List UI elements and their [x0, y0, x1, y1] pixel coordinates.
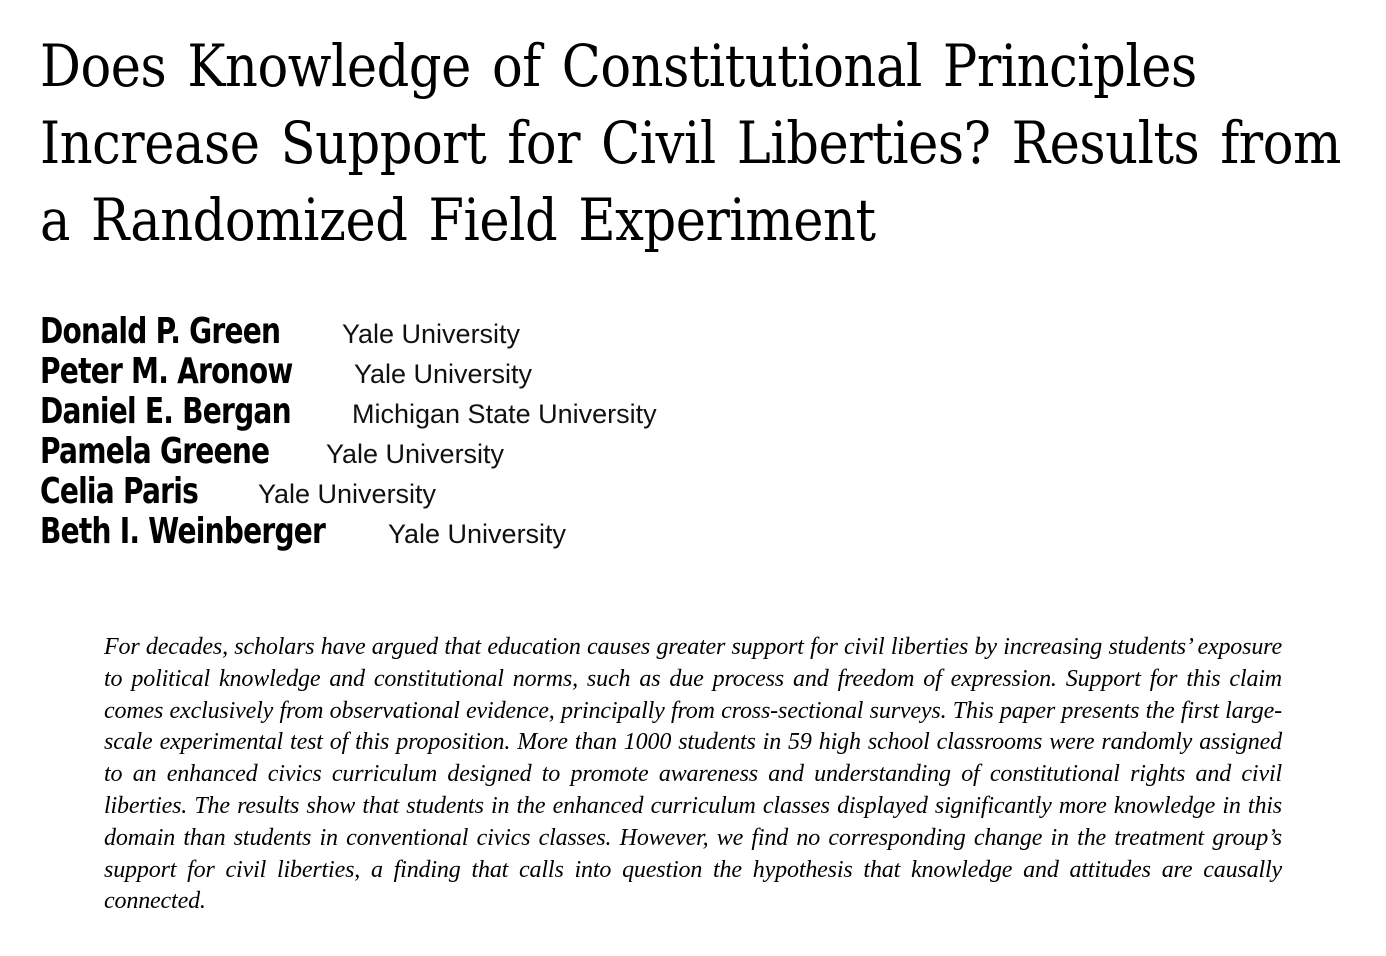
author-affiliation: Michigan State University — [352, 399, 657, 429]
author-name: Pamela Greene — [40, 431, 270, 472]
author-affiliation: Yale University — [388, 519, 567, 549]
paper-title — [40, 28, 1342, 259]
author-entry — [40, 392, 657, 432]
author-affiliation: Yale University — [326, 439, 505, 469]
author-entry — [40, 472, 657, 512]
author-name: Beth I. Weinberger — [40, 511, 326, 552]
author-affiliation: Yale University — [354, 359, 533, 389]
author-name: Donald P. Green — [40, 311, 281, 352]
author-list — [40, 312, 657, 552]
author-entry — [40, 432, 657, 472]
author-affiliation: Yale University — [342, 319, 521, 349]
author-name: Celia Paris — [40, 471, 199, 512]
title-line: a Randomized Field Experiment — [40, 186, 876, 254]
title-line: Increase Support for Civil Liberties? Results from — [40, 109, 1342, 177]
author-name: Daniel E. Bergan — [40, 391, 291, 432]
author-entry — [40, 352, 657, 392]
author-entry — [40, 312, 657, 352]
title-line: Does Knowledge of Constitutional Principles — [40, 32, 1197, 100]
author-entry — [40, 512, 657, 552]
abstract: For decades, scholars have argued that education causes greater support for civil liberties by increasing students’ exposure to political knowledge and constitutional norms, such as due process and freedom of expression. Support for this claim comes exclusively from observational evidence, principally from cross-sectional surveys. This paper presents the first large-scale experimental test of this proposition. More than 1000 students in 59 high school classrooms were randomly assigned to an enhanced civics curriculum designed to promote awareness and understanding of constitutional rights and civil liberties. The results show that students in the enhanced curriculum classes displayed significantly more knowledge in this domain than students in conventional civics classes. However, we find no corresponding change in the treatment group’s support for civil liberties, a finding that calls into question the hypothesis that knowledge and attitudes are causally connected. — [104, 634, 1282, 915]
author-affiliation: Yale University — [258, 479, 437, 509]
author-name: Peter M. Aronow — [40, 351, 293, 392]
